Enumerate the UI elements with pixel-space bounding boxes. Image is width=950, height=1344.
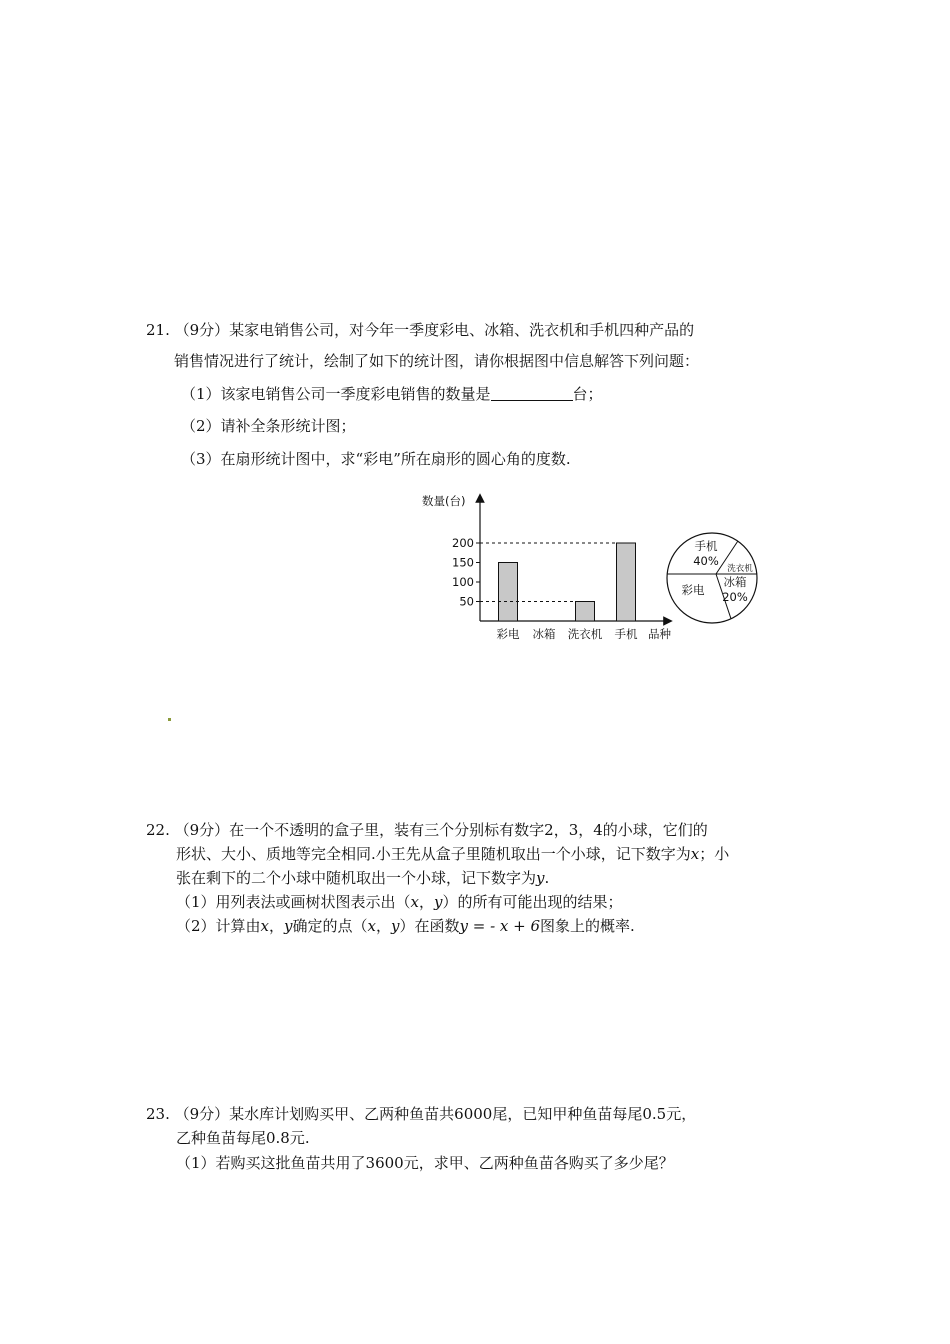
q22-subquestion-1	[176, 892, 623, 912]
q22-stem-line3	[176, 868, 549, 888]
slice-value-label: 40%	[693, 554, 719, 568]
var-y: y	[536, 869, 545, 887]
q21-sub1-unit: 台；	[572, 385, 603, 403]
q22-sub2-end: 图象上的概率.	[540, 917, 635, 935]
var-y: y	[284, 917, 293, 935]
q21-stem-line1: 21. （9分）某家电销售公司，对今年一季度彩电、冰箱、洗衣机和手机四种产品的	[146, 321, 695, 339]
q22-sub2-text: ）在函数	[399, 917, 460, 935]
q22-line2-end: ；小	[699, 845, 730, 863]
y-tick-label: 150	[452, 555, 474, 570]
var-y: y	[391, 917, 400, 935]
bar	[576, 602, 595, 622]
x-axis-label: 品种	[648, 627, 671, 641]
q22-sub2-text: （2）计算由	[176, 917, 261, 935]
q23-stem-line1: 23. （9分）某水库计划购买甲、乙两种鱼苗共6000尾，已知甲种鱼苗每尾0.5元，	[146, 1105, 697, 1123]
x-tick-label: 彩电	[496, 627, 520, 641]
comma: ，	[419, 893, 435, 911]
var-x: x	[410, 893, 420, 911]
slice-label: 洗衣机	[727, 564, 753, 574]
slice-label: 冰箱	[723, 575, 747, 589]
q21-sub1-text: （1）该家电销售公司一季度彩电销售的数量是	[181, 385, 491, 403]
var-x: x	[367, 917, 376, 935]
y-axis-label: 数量(台)	[422, 494, 466, 508]
q22-sub1-text: （1）用列表法或画树状图表示出（	[176, 893, 411, 911]
q22-stem-line2	[176, 844, 729, 864]
bar	[617, 543, 636, 621]
q22-stem-line1: 22. （9分）在一个不透明的盒子里，装有三个分别标有数字2，3，4的小球，它们的	[146, 821, 708, 839]
q22-sub2-text: 确定的点（	[292, 917, 368, 935]
bar	[499, 563, 518, 622]
comma: ，	[269, 917, 285, 935]
q23-stem-line2: 乙种鱼苗每尾0.8元.	[176, 1129, 310, 1147]
slice-label: 彩电	[681, 583, 705, 597]
y-tick-label: 100	[452, 575, 474, 589]
x-tick-label: 洗衣机	[567, 627, 603, 641]
q21-stem-line2: 销售情况进行了统计，绘制了如下的统计图，请你根据图中信息解答下列问题：	[174, 352, 700, 370]
slice-value-label: 20%	[722, 590, 748, 604]
q23-subquestion-1: （1）若购买这批鱼苗共用了3600元，求甲、乙两种鱼苗各购买了多少尾？	[176, 1154, 674, 1172]
slice-label: 手机	[694, 539, 718, 553]
q22-line3-text: 张在剩下的二个小球中随机取出一个小球，记下数字为	[176, 869, 537, 887]
q22-line3-end: .	[544, 869, 550, 887]
stray-dot	[168, 718, 171, 721]
y-tick-label: 200	[452, 536, 474, 550]
x-tick-label: 冰箱	[532, 627, 556, 641]
q21-subquestion-2: （2）请补全条形统计图；	[181, 417, 356, 435]
x-tick-label: 手机	[614, 627, 638, 641]
bar-chart	[422, 494, 671, 641]
var-x: x	[690, 845, 700, 863]
q22-sub1-end: ）的所有可能出现的结果；	[442, 893, 623, 911]
y-tick-label: 50	[459, 594, 474, 609]
var-x: x	[260, 917, 270, 935]
q21-subquestion-3: （3）在扇形统计图中，求“彩电”所在扇形的圆心角的度数.	[181, 450, 571, 468]
q22-subquestion-2	[176, 916, 635, 936]
pie-chart	[667, 533, 757, 623]
var-y: y	[434, 893, 443, 911]
comma: ，	[376, 917, 392, 935]
function-expression: y = - x + 6	[459, 917, 541, 935]
q22-line2-text: 形状、大小、质地等完全相同.小王先从盒子里随机取出一个小球，记下数字为	[176, 845, 691, 863]
